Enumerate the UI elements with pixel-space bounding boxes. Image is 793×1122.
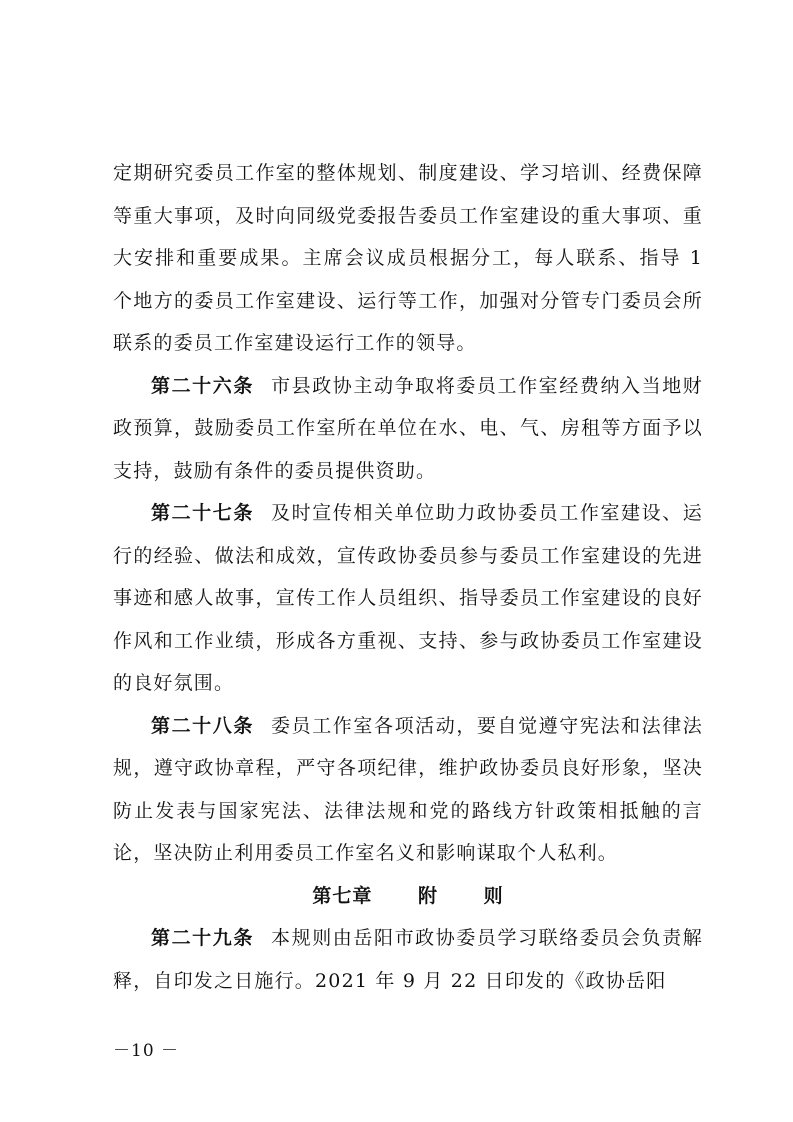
article-text: 本规则由岳阳市政协委员学习联络委员会负责解释，自印发之日施行。2021 年 9 月 22 日印发的《政协岳阳 <box>113 927 703 992</box>
article-text: 及时宣传相关单位助力政协委员工作室建设、运行的经验、做法和成效，宣传政协委员参与委员工作室建设的先进事迹和感人故事，宣传工作人员组织、指导委员工作室建设的良好作风和工作业绩，形成各方重视、支持、参与政协委员工作室建设的良好氛围。 <box>113 502 703 694</box>
article-text: 委员工作室各项活动，要自觉遵守宪法和法律法规，遵守政协章程，严守各项纪律，维护政协委员良好形象，坚决防止发表与国家宪法、法律法规和党的路线方针政策相抵触的言论，坚决防止利用委员工作室名义和影响谋取个人私利。 <box>113 714 703 864</box>
article-28 <box>113 705 703 875</box>
paragraph-continuation <box>113 152 703 365</box>
article-26 <box>113 365 703 493</box>
article-number: 第二十六条 <box>151 374 254 397</box>
article-number: 第二十八条 <box>151 714 254 737</box>
article-number: 第二十七条 <box>151 502 254 524</box>
page-number: －10 － <box>113 1041 180 1061</box>
article-number: 第二十九条 <box>151 927 254 949</box>
document-body <box>113 152 703 1002</box>
paragraph-text: 定期研究委员工作室的整体规划、制度建设、学习培训、经费保障等重大事项，及时向同级党委报告委员工作室建设的重大事项、重大安排和重要成果。主席会议成员根据分工，每人联系、指导 1 个地方的委员工作室建设、运行等工作，加强对分管专门委员会所联系的委员工作室建设运行工作的领导。 <box>113 162 703 354</box>
chapter-heading: 第七章 附 则 <box>312 884 504 907</box>
article-27 <box>113 492 703 705</box>
article-29 <box>113 917 703 1002</box>
article-text: 市县政协主动争取将委员工作室经费纳入当地财政预算，鼓励委员工作室所在单位在水、电、气、房租等方面予以支持，鼓励有条件的委员提供资助。 <box>113 374 703 482</box>
